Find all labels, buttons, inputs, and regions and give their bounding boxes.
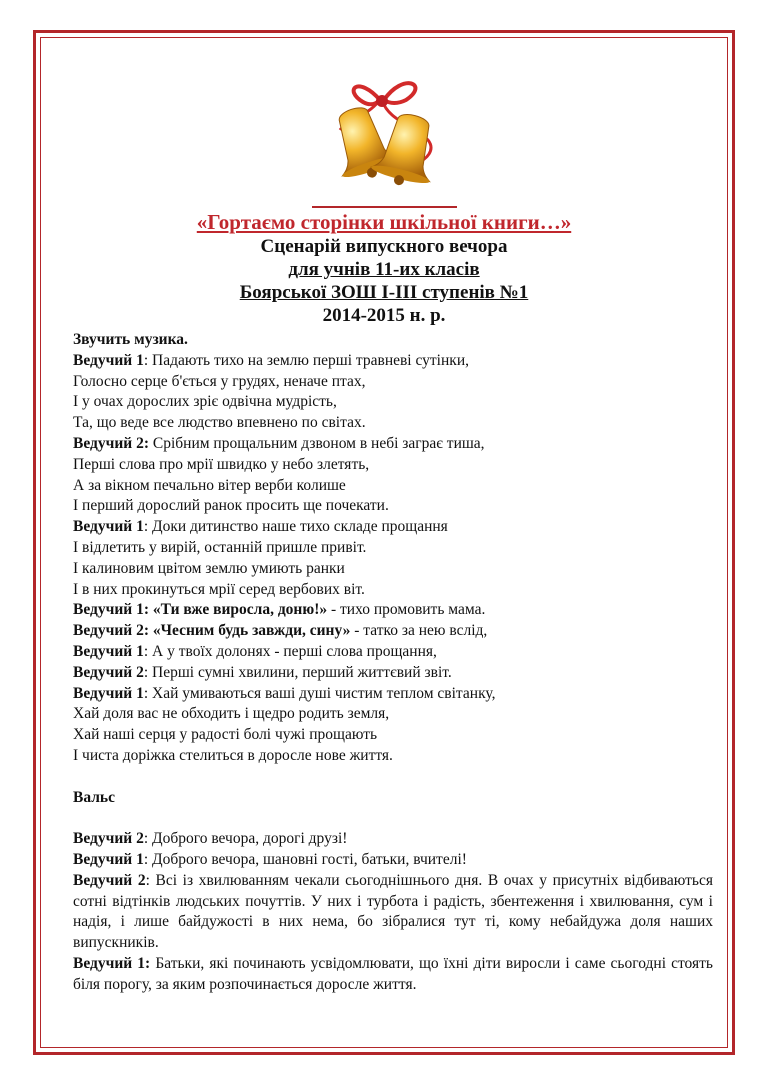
speaker-label: Ведучий 2 bbox=[73, 830, 144, 848]
title-rule bbox=[312, 206, 457, 208]
line-text: : Доброго вечора, шановні гості, батьки, вчителі! bbox=[143, 850, 467, 868]
script-line: Хай наші серця у радості болі чужі прощають bbox=[73, 726, 378, 744]
subtitle-line-4: 2014-2015 н. р. bbox=[322, 305, 446, 326]
stage-direction: Звучить музика. bbox=[73, 331, 188, 348]
line-text: : Всі із хвилюванням чекали сьогоднішнього дня. В очах у присутніх відбиваються сотні відтінків людських почуттів. У них і турбота і радість, збентеження і хвилювання, сум і надія, і лише байдужості в них нема, бо зібралися тут ті, кому небайдужа доля наших випускників. bbox=[73, 871, 713, 952]
script-line bbox=[73, 434, 713, 455]
subtitle-line-3: Боярської ЗОШ І-ІІІ ступенів №1 bbox=[239, 282, 529, 303]
script-line bbox=[73, 517, 713, 538]
speaker-label: Ведучий 1: bbox=[73, 954, 151, 972]
document-title: «Гортаємо сторінки шкільної книги…» bbox=[196, 210, 572, 234]
document-header bbox=[70, 206, 698, 327]
script-line: І чиста доріжка стелиться в доросле нове життя. bbox=[73, 746, 393, 764]
script-line: І перший дорослий ранок просить ще почекати. bbox=[73, 497, 389, 515]
spacer bbox=[73, 808, 713, 829]
script-line bbox=[73, 600, 713, 621]
script-paragraph bbox=[73, 871, 713, 954]
line-text: : А у твоїх долонях - перші слова прощання, bbox=[143, 642, 437, 660]
script-line bbox=[73, 663, 713, 684]
speaker-label: Ведучий 1 bbox=[73, 850, 144, 868]
script-line: І в них прокинуться мрії серед вербових віт. bbox=[73, 580, 365, 598]
speaker-label: Ведучий 1 bbox=[73, 518, 144, 536]
script-body bbox=[73, 330, 713, 996]
section-waltz: Вальс bbox=[73, 788, 115, 806]
speaker-label: Ведучий 1: «Ти вже виросла, доню!» bbox=[73, 601, 328, 619]
line-text: - татко за нею вслід, bbox=[350, 622, 488, 640]
script-line bbox=[73, 621, 713, 642]
script-line: Голосно серце б'ється у грудях, неначе птах, bbox=[73, 372, 366, 390]
line-text: : Доки дитинство наше тихо складе прощання bbox=[143, 518, 448, 536]
script-line: І калиновим цвітом землю умиють ранки bbox=[73, 559, 345, 577]
script-line bbox=[73, 850, 713, 871]
script-line: А за вікном печально вітер верби колише bbox=[73, 476, 346, 494]
script-line: І відлетить у вирій, останній пришле привіт. bbox=[73, 538, 367, 556]
script-line bbox=[73, 684, 713, 705]
script-line bbox=[73, 351, 713, 372]
script-line: Перші слова про мрії швидко у небо злетять, bbox=[73, 455, 370, 473]
subtitle-line-2: для учнів 11-их класів bbox=[288, 259, 480, 280]
script-line: Хай доля вас не обходить і щедро родить земля, bbox=[73, 705, 390, 723]
bells-with-bow-icon bbox=[318, 70, 453, 200]
line-text: Батьки, які починають усвідомлювати, що їхні діти виросли і саме сьогодні стоять біля порогу, за яким розпочинається доросле життя. bbox=[73, 954, 713, 993]
line-text: Срібним прощальним дзвоном в небі заграє тиша, bbox=[149, 434, 485, 452]
speaker-label: Ведучий 2 bbox=[73, 663, 144, 681]
script-line: І у очах дорослих зріє одвічна мудрість, bbox=[73, 393, 337, 411]
line-text: : Доброго вечора, дорогі друзі! bbox=[143, 830, 348, 848]
script-paragraph bbox=[73, 954, 713, 996]
script-line bbox=[73, 829, 713, 850]
line-text: : Перші сумні хвилини, перший життєвий звіт. bbox=[143, 663, 452, 681]
subtitle-line-1: Сценарій випускного вечора bbox=[260, 236, 508, 257]
speaker-label: Ведучий 1 bbox=[73, 642, 144, 660]
script-line bbox=[73, 642, 713, 663]
spacer bbox=[73, 767, 713, 788]
script-line: Та, що веде все людство впевнено по світах. bbox=[73, 414, 366, 432]
speaker-label: Ведучий 2: bbox=[73, 434, 149, 452]
line-text: : Падають тихо на землю перші травневі сутінки, bbox=[143, 351, 469, 369]
line-text: : Хай умиваються ваші душі чистим теплом світанку, bbox=[143, 684, 496, 702]
speaker-label: Ведучий 2 bbox=[73, 871, 146, 889]
line-text: - тихо промовить мама. bbox=[327, 601, 486, 619]
speaker-label: Ведучий 1 bbox=[73, 684, 144, 702]
speaker-label: Ведучий 2: «Чесним будь завжди, сину» bbox=[73, 622, 351, 640]
speaker-label: Ведучий 1 bbox=[73, 351, 144, 369]
